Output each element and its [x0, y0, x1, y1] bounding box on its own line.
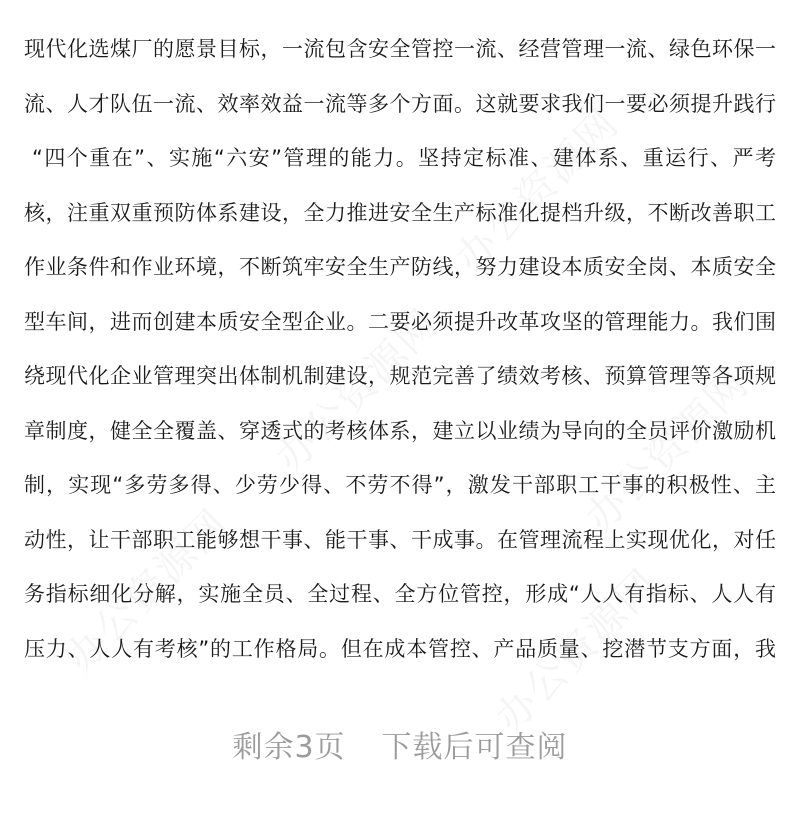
text-line: 动性，让干部职工能够想干事、能干事、干成事。在管理流程上实现优化，对任: [24, 527, 776, 552]
body-text: [24, 22, 776, 676]
remaining-pages-banner[interactable]: [0, 722, 800, 766]
download-prompt-label: 下载后可查阅: [381, 730, 568, 765]
text-line: 压力、人人有考核”的工作格局。但在成本管控、产品质量、挖潜节支方面，我: [24, 636, 776, 661]
remaining-pages-label: 剩余3页: [232, 730, 346, 765]
text-line: 绕现代化企业管理突出体制机制建设，规范完善了绩效考核、预算管理等各项规: [24, 364, 776, 388]
watermark: 办公资源网: [576, 360, 758, 542]
text-line: 流、人才队伍一流、效率效益一流等多个方面。这就要求我们一要必须提升践行: [24, 91, 776, 116]
text-line: 现代化选煤厂的愿景目标，一流包含安全管控一流、经营管理一流、绿色环保一: [24, 37, 776, 61]
text-line: 制，实现“多劳多得、少劳少得、不劳不得”，激发干部职工干事的积极性、主: [24, 473, 776, 497]
text-line: “四个重在”、实施“六安”管理的能力。坚持定标准、建体系、重运行、严考: [32, 146, 776, 170]
text-line: 核，注重双重预防体系建设，全力推进安全生产标准化提档升级，不断改善职工: [24, 200, 776, 225]
watermark: 办公资源网: [486, 560, 668, 742]
watermark: 办公资源网: [266, 300, 448, 482]
text-line: 作业条件和作业环境，不断筑牢安全生产防线，努力建设本质安全岗、本质安全: [24, 255, 776, 279]
watermark: 办公资源网: [446, 100, 628, 282]
watermark: 办公资源网: [56, 500, 238, 682]
text-line: 章制度，健全全覆盖、穿透式的考核体系，建立以业绩为导向的全员评价激励机: [24, 418, 776, 443]
text-line: 型车间，进而创建本质安全型企业。二要必须提升改革攻坚的管理能力。我们围: [24, 309, 776, 334]
text-line: 务指标细化分解，实施全员、全过程、全方位管控，形成“人人有指标、人人有: [24, 582, 776, 606]
